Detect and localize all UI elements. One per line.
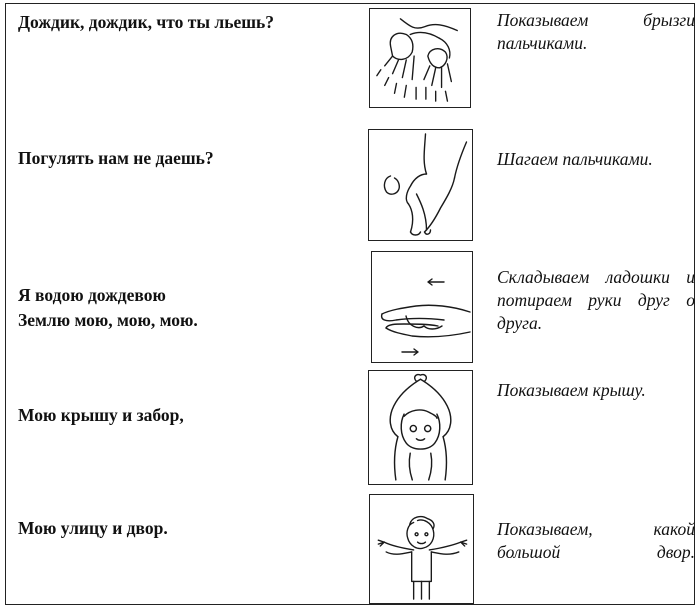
verse-line: Я водою дождевою [18,285,166,305]
rain-splash-fingers-icon [369,8,471,108]
verse-line: Погулять нам не даешь? [18,148,214,168]
verse-line: Землю мою, мою, мою. [18,310,198,330]
action-description: Складываем ладошки и потираем руки друг о друга. [497,267,695,333]
action-description: Показываем брызги пальчиками. [497,10,695,53]
verse-line: Дождик, дождик, что ты льешь? [18,12,275,32]
rubbing-palms-icon [371,251,473,363]
rhyme-table [5,3,695,605]
finger-walking-icon [368,129,473,241]
child-roof-gesture-icon [368,370,473,485]
verse-line: Мою крышу и забор, [18,405,184,425]
action-description: Показываем крышу. [497,380,646,400]
verse-line: Мою улицу и двор. [18,518,168,538]
action-description: Шагаем пальчиками. [497,149,653,169]
child-wide-arms-icon [369,494,474,604]
action-description: Показываем, какой большой двор. [497,519,695,562]
